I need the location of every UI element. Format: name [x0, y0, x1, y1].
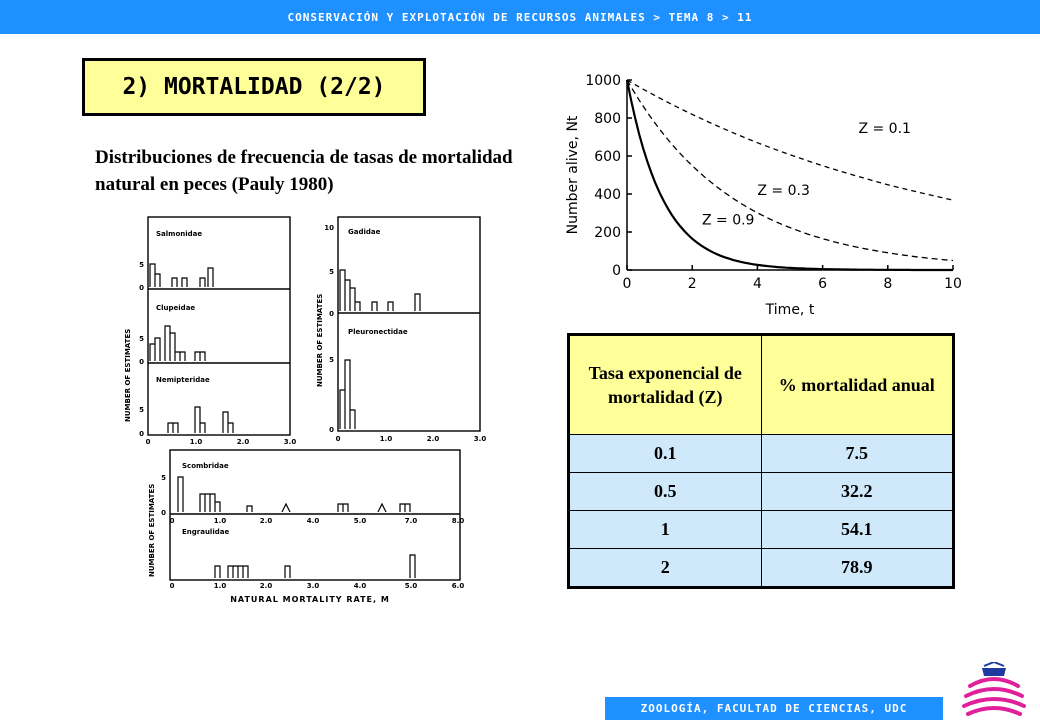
table-cell: 32.2	[761, 473, 954, 511]
family-label: Salmonidae	[156, 230, 203, 238]
y-tick: 0	[139, 358, 144, 366]
table-header: % mortalidad anual	[761, 335, 954, 435]
x-tick: 5.0	[353, 517, 367, 525]
x-tick: 2.0	[259, 582, 273, 590]
x-tick: 1.0	[213, 517, 227, 525]
footer-credit: ZOOLOGÍA, FACULTAD DE CIENCIAS, UDC	[605, 697, 943, 720]
y-tick: 0	[329, 426, 334, 434]
x-tick-label: 0	[622, 276, 632, 292]
series-label: Z = 0.3	[757, 182, 810, 199]
x-tick: 2.0	[426, 435, 440, 443]
y-tick-label: 200	[594, 225, 621, 241]
survival-line-chart	[555, 62, 985, 322]
x-tick: 4.0	[353, 582, 367, 590]
x-tick-label: 10	[944, 276, 962, 292]
table-cell: 1	[569, 511, 762, 549]
table-cell: 2	[569, 549, 762, 588]
x-tick: 6.0	[451, 582, 465, 590]
y-tick: 5	[139, 406, 144, 414]
x-tick: 8.0	[451, 517, 465, 525]
x-tick-label: 4	[752, 276, 762, 292]
y-tick-label: 0	[612, 263, 621, 279]
table-header: Tasa exponencial de mortalidad (Z)	[569, 335, 762, 435]
family-label: Pleuronectidae	[348, 328, 408, 336]
x-tick: 2.0	[236, 438, 250, 446]
x-tick: 1.0	[189, 438, 203, 446]
histogram-ylabel: NUMBER OF ESTIMATES	[124, 328, 132, 422]
table-row	[569, 511, 954, 549]
table-cell: 7.5	[761, 435, 954, 473]
x-tick: 7.0	[404, 517, 418, 525]
series-label: Z = 0.9	[701, 212, 755, 229]
table-cell: 0.1	[569, 435, 762, 473]
y-tick-label: 400	[594, 187, 621, 203]
x-tick: 2.0	[259, 517, 273, 525]
x-tick: 0	[169, 582, 175, 590]
family-label: Clupeidae	[156, 304, 196, 312]
y-tick: 0	[329, 310, 334, 318]
header-breadcrumb: CONSERVACIÓN Y EXPLOTACIÓN DE RECURSOS ANIMALES > TEMA 8 > 11	[0, 0, 1040, 34]
family-label: Scombridae	[182, 462, 229, 470]
y-tick: 0	[139, 284, 144, 292]
table-cell: 54.1	[761, 511, 954, 549]
table-row	[569, 549, 954, 588]
x-tick: 3.0	[283, 438, 297, 446]
table-row	[569, 435, 954, 473]
x-tick: 0	[169, 517, 175, 525]
udc-logo-icon	[958, 662, 1030, 718]
table-cell: 78.9	[761, 549, 954, 588]
y-tick: 5	[139, 261, 144, 269]
y-tick: 5	[329, 356, 334, 364]
x-tick-label: 8	[883, 276, 893, 292]
table-row	[569, 473, 954, 511]
x-tick-label: 2	[687, 276, 697, 292]
series-label: Z = 0.1	[858, 121, 911, 138]
x-tick-label: 6	[818, 276, 828, 292]
x-tick: 4.0	[306, 517, 320, 525]
family-label: Gadidae	[348, 228, 381, 236]
y-tick: 0	[139, 430, 144, 438]
histogram-ylabel: NUMBER OF ESTIMATES	[316, 293, 324, 387]
y-tick: 10	[324, 224, 334, 232]
slide-title: 2) MORTALIDAD (2/2)	[82, 58, 426, 116]
histogram-ylabel: NUMBER OF ESTIMATES	[148, 483, 156, 577]
y-tick-label: 800	[594, 111, 621, 127]
histogram-xlabel: NATURAL MORTALITY RATE, M	[230, 595, 390, 604]
x-tick: 0	[335, 435, 341, 443]
y-tick: 0	[161, 509, 166, 517]
x-tick: 1.0	[379, 435, 393, 443]
x-tick: 3.0	[306, 582, 320, 590]
series-line	[627, 80, 953, 270]
x-tick: 1.0	[213, 582, 227, 590]
x-axis-title: Time, t	[765, 302, 815, 318]
family-label: Nemipteridae	[156, 376, 210, 384]
family-label: Engraulidae	[182, 528, 230, 536]
y-tick: 5	[161, 474, 166, 482]
x-tick: 5.0	[404, 582, 418, 590]
slide-subtitle: Distribuciones de frecuencia de tasas de mortalidad natural en peces (Pauly 1980)	[95, 147, 513, 195]
mortality-table	[567, 333, 955, 589]
y-tick-label: 600	[594, 149, 621, 165]
x-tick: 0	[145, 438, 151, 446]
y-tick: 5	[139, 335, 144, 343]
x-tick: 3.0	[473, 435, 487, 443]
y-tick-label: 1000	[585, 73, 621, 89]
mortality-histograms-figure	[110, 212, 490, 612]
y-tick: 5	[329, 268, 334, 276]
table-cell: 0.5	[569, 473, 762, 511]
y-axis-title: Number alive, Nt	[565, 115, 581, 235]
